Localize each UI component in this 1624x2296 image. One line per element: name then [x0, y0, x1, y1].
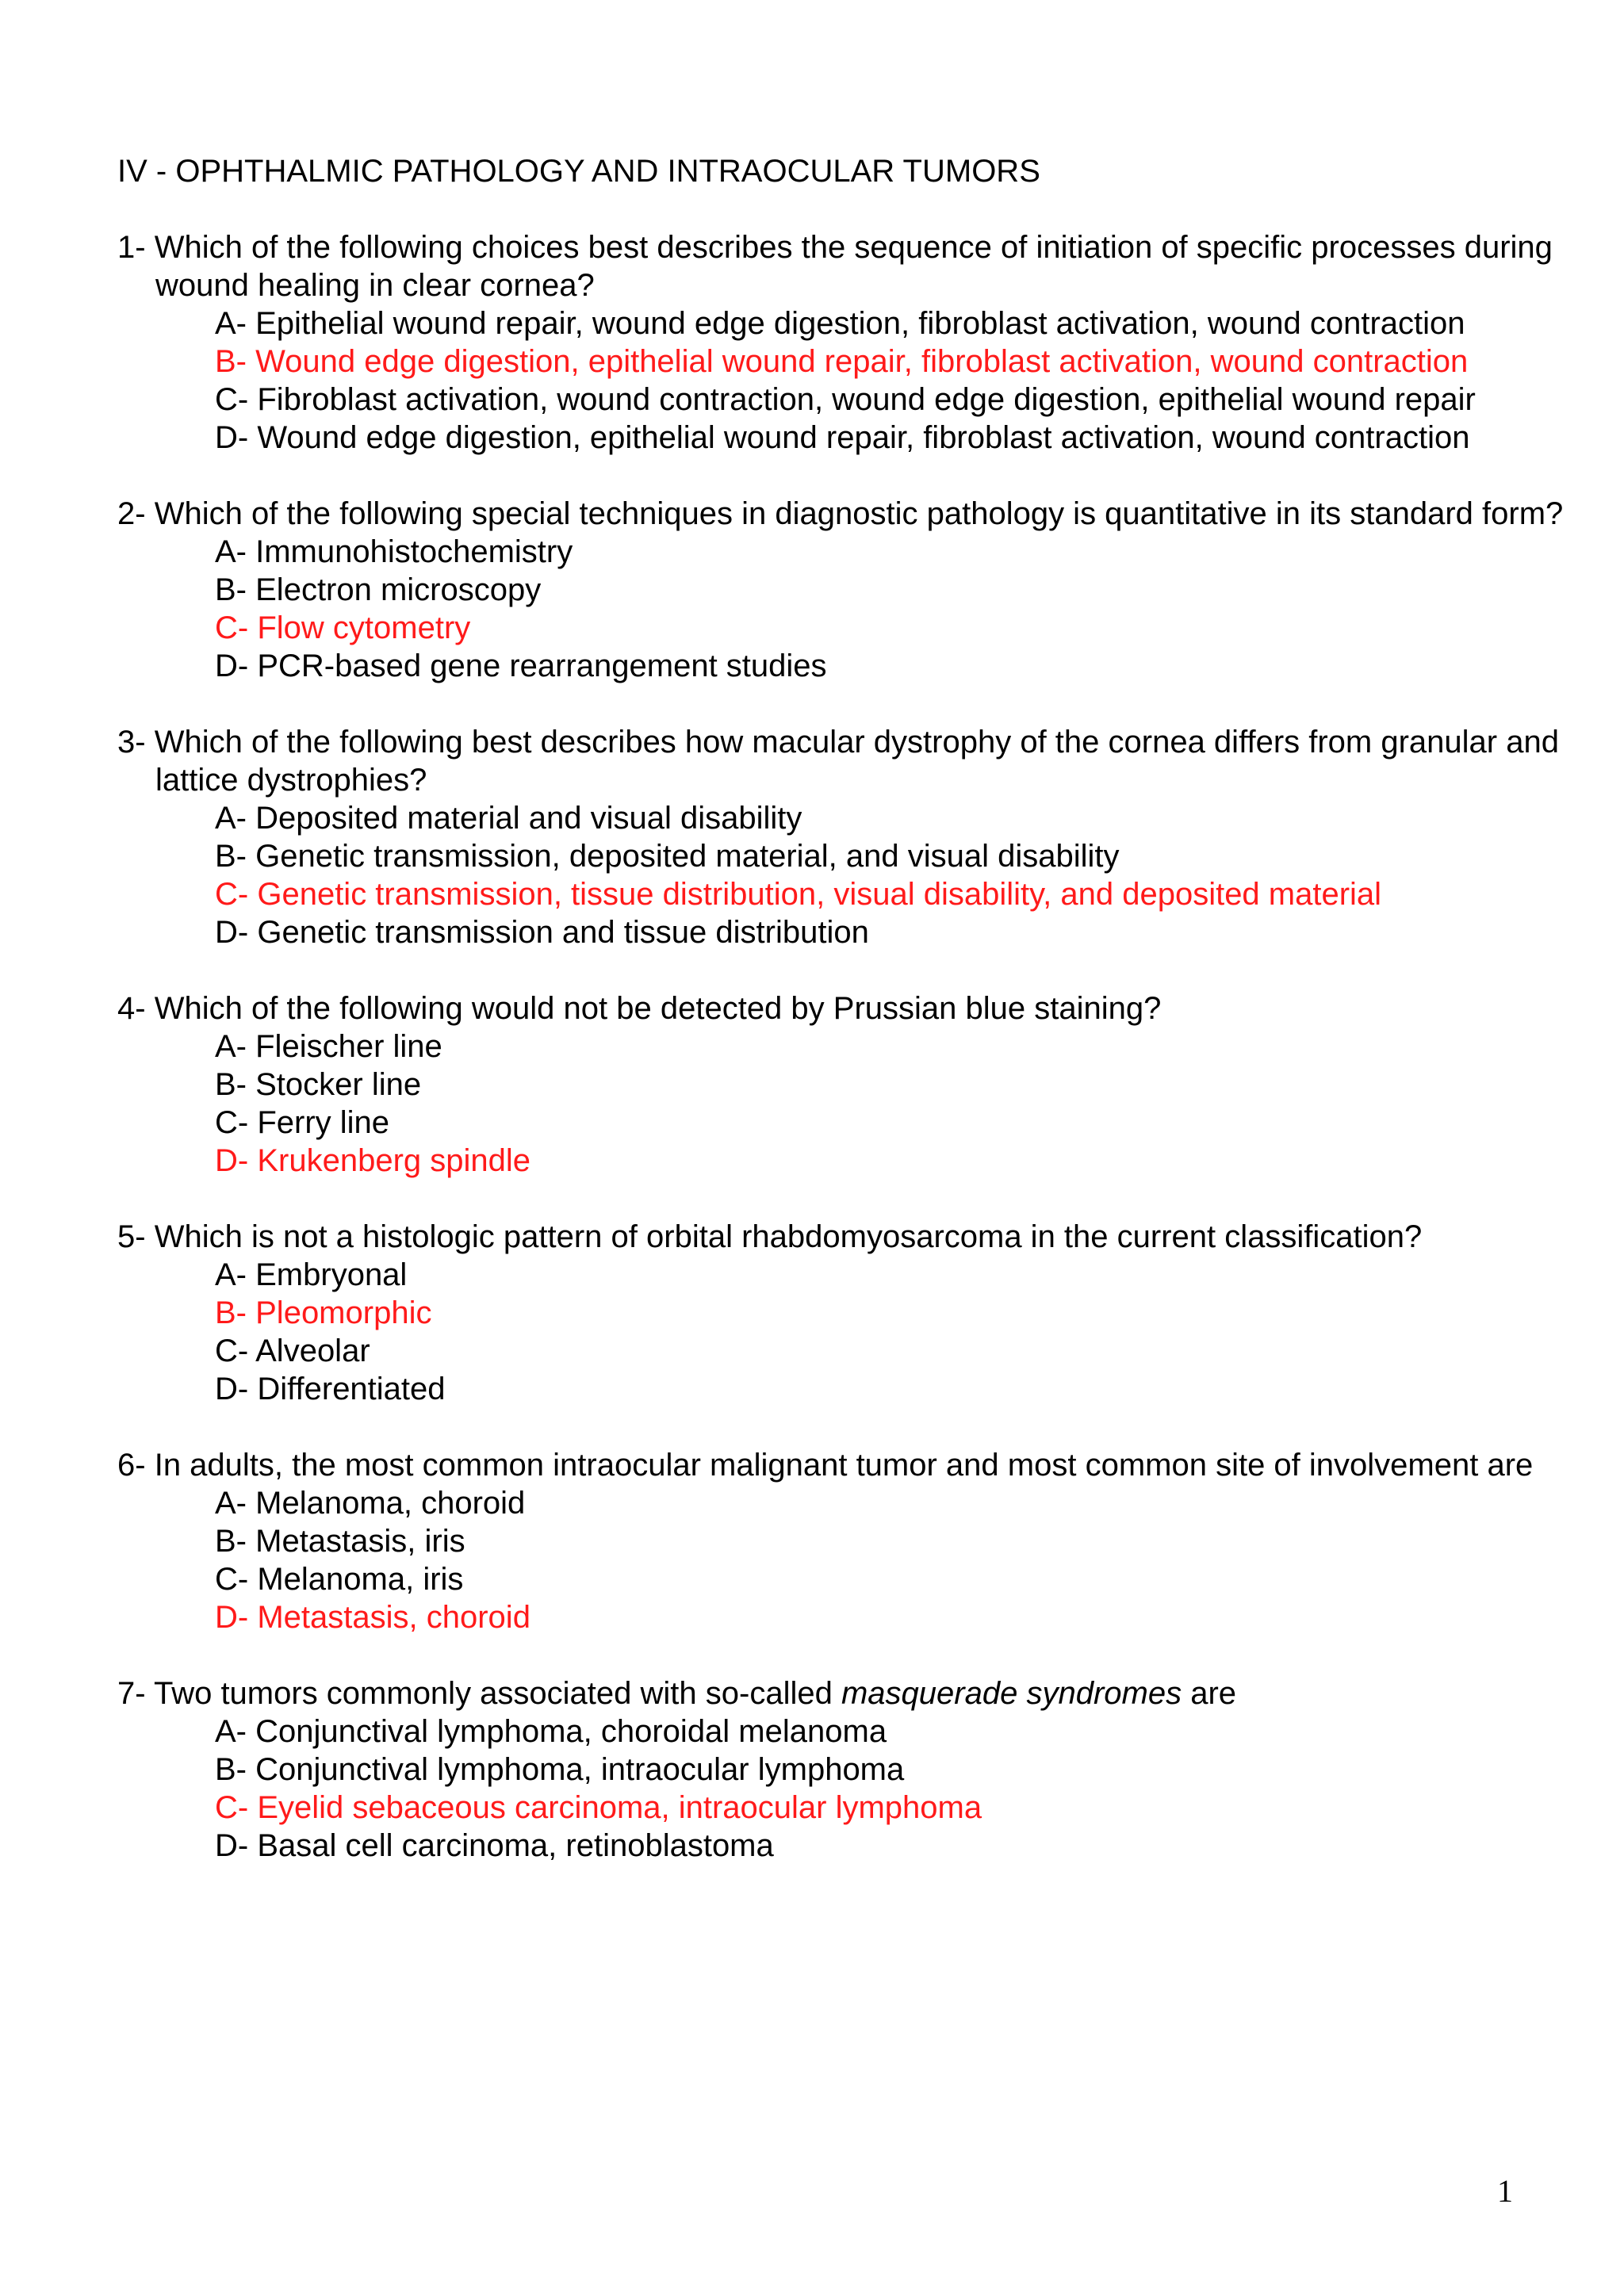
option-letter: B-	[215, 1067, 247, 1102]
option-c	[117, 1332, 1584, 1370]
option-text: Wound edge digestion, epithelial wound repair, fibroblast activation, wound contraction	[257, 420, 1470, 455]
option-text: Conjunctival lymphoma, intraocular lymphoma	[255, 1752, 905, 1787]
option-d	[117, 913, 1584, 951]
option-c-correct	[117, 875, 1584, 913]
option-text: Deposited material and visual disability	[255, 801, 802, 836]
option-b	[117, 1522, 1584, 1560]
question-stem	[117, 1674, 1584, 1712]
answer-options	[117, 1027, 1584, 1180]
answer-options	[117, 1712, 1584, 1865]
option-text: Immunohistochemistry	[255, 534, 573, 569]
question-6	[117, 1446, 1584, 1636]
option-a	[117, 1484, 1584, 1522]
option-letter: D-	[215, 649, 249, 683]
question-text: Which of the following best describes how macular dystrophy of the cornea differs from granular and lattice dystrophies?	[154, 725, 1559, 798]
option-letter: B-	[215, 1524, 247, 1559]
option-letter: A-	[215, 306, 247, 341]
question-number: 5-	[117, 1219, 146, 1254]
option-letter: D-	[215, 915, 249, 950]
question-stem	[117, 228, 1584, 304]
option-text: Wound edge digestion, epithelial wound repair, fibroblast activation, wound contraction	[255, 344, 1469, 379]
option-text: Fibroblast activation, wound contraction, wound edge digestion, epithelial wound repair	[257, 382, 1476, 417]
question-4	[117, 989, 1584, 1180]
answer-options	[117, 799, 1584, 951]
option-c	[117, 1104, 1584, 1142]
question-text: Which is not a histologic pattern of orbital rhabdomyosarcoma in the current classification?	[154, 1219, 1423, 1254]
option-letter: D-	[215, 1143, 249, 1178]
question-number: 6-	[117, 1448, 146, 1483]
answer-options	[117, 304, 1584, 457]
question-text-before: Two tumors commonly associated with so-called	[153, 1676, 841, 1711]
option-letter: B-	[215, 1752, 247, 1787]
option-text: Flow cytometry	[257, 610, 471, 645]
answer-options	[117, 1484, 1584, 1636]
option-b	[117, 837, 1584, 875]
option-text: Pleomorphic	[255, 1295, 432, 1330]
question-stem	[117, 989, 1584, 1027]
question-7	[117, 1674, 1584, 1865]
question-text: Which of the following special techniques in diagnostic pathology is quantitative in its standard form?	[154, 496, 1564, 531]
option-text: Metastasis, iris	[255, 1524, 465, 1559]
question-text: Which of the following choices best describes the sequence of initiation of specific processes during wound healing in clear cornea?	[154, 230, 1553, 303]
option-text: Fleischer line	[255, 1029, 442, 1064]
option-text: Conjunctival lymphoma, choroidal melanoma	[255, 1714, 887, 1749]
option-a	[117, 1256, 1584, 1294]
section-title: IV - OPHTHALMIC PATHOLOGY AND INTRAOCULAR TUMORS	[117, 154, 1040, 189]
question-5	[117, 1218, 1584, 1408]
option-letter: D-	[215, 420, 249, 455]
option-letter: A-	[215, 1257, 247, 1292]
option-b-correct	[117, 342, 1584, 381]
question-3	[117, 723, 1584, 951]
option-c-correct	[117, 1789, 1584, 1827]
question-stem	[117, 723, 1584, 799]
option-text: Genetic transmission and tissue distribution	[257, 915, 869, 950]
option-c	[117, 381, 1584, 419]
answer-options	[117, 1256, 1584, 1408]
option-a	[117, 799, 1584, 837]
option-text: Alveolar	[255, 1334, 370, 1368]
option-d-correct	[117, 1142, 1584, 1180]
option-c-correct	[117, 609, 1584, 647]
option-letter: D-	[215, 1600, 249, 1635]
question-text: In adults, the most common intraocular malignant tumor and most common site of involvement are	[154, 1448, 1534, 1483]
option-text: Melanoma, iris	[257, 1562, 464, 1597]
option-c	[117, 1560, 1584, 1598]
option-text: Electron microscopy	[255, 572, 542, 607]
question-number: 7-	[117, 1676, 146, 1711]
answer-options	[117, 533, 1584, 685]
option-text: Metastasis, choroid	[257, 1600, 530, 1635]
question-stem	[117, 1218, 1584, 1256]
option-b-correct	[117, 1294, 1584, 1332]
question-stem	[117, 1446, 1584, 1484]
option-letter: D-	[215, 1828, 249, 1863]
question-number: 3-	[117, 725, 146, 760]
question-text-after: are	[1182, 1676, 1237, 1711]
question-text: Which of the following would not be detected by Prussian blue staining?	[154, 991, 1162, 1026]
option-letter: C-	[215, 877, 249, 912]
option-letter: A-	[215, 1029, 247, 1064]
option-letter: C-	[215, 382, 249, 417]
option-letter: A-	[215, 1714, 247, 1749]
document-page	[117, 152, 1584, 1903]
option-d	[117, 419, 1584, 457]
option-letter: B-	[215, 1295, 247, 1330]
option-letter: B-	[215, 572, 247, 607]
option-text: Basal cell carcinoma, retinoblastoma	[257, 1828, 774, 1863]
question-number: 4-	[117, 991, 146, 1026]
option-text: Ferry line	[257, 1105, 390, 1140]
option-letter: B-	[215, 839, 247, 874]
option-text: Melanoma, choroid	[255, 1486, 526, 1521]
option-b	[117, 1066, 1584, 1104]
option-letter: C-	[215, 610, 249, 645]
option-a	[117, 1027, 1584, 1066]
option-letter: C-	[215, 1334, 249, 1368]
option-letter: B-	[215, 344, 247, 379]
option-d	[117, 1370, 1584, 1408]
option-letter: C-	[215, 1790, 249, 1825]
option-letter: A-	[215, 1486, 247, 1521]
option-letter: A-	[215, 801, 247, 836]
question-number: 1-	[117, 230, 146, 265]
question-text-italic: masquerade syndromes	[841, 1676, 1182, 1711]
option-d	[117, 1827, 1584, 1865]
option-a	[117, 304, 1584, 342]
question-number: 2-	[117, 496, 146, 531]
option-text: Eyelid sebaceous carcinoma, intraocular lymphoma	[257, 1790, 982, 1825]
option-text: Differentiated	[257, 1372, 446, 1406]
option-letter: C-	[215, 1562, 249, 1597]
option-b	[117, 571, 1584, 609]
question-2	[117, 495, 1584, 685]
option-text: PCR-based gene rearrangement studies	[257, 649, 827, 683]
option-d-correct	[117, 1598, 1584, 1636]
page-number: 1	[1497, 2173, 1513, 2209]
option-letter: D-	[215, 1372, 249, 1406]
option-text: Stocker line	[255, 1067, 422, 1102]
option-b	[117, 1751, 1584, 1789]
question-stem	[117, 495, 1584, 533]
option-text: Epithelial wound repair, wound edge digestion, fibroblast activation, wound contraction	[255, 306, 1465, 341]
option-text: Krukenberg spindle	[257, 1143, 531, 1178]
option-text: Genetic transmission, tissue distribution, visual disability, and deposited material	[257, 877, 1382, 912]
question-1	[117, 228, 1584, 457]
option-text: Embryonal	[255, 1257, 408, 1292]
option-a	[117, 533, 1584, 571]
option-letter: A-	[215, 534, 247, 569]
option-d	[117, 647, 1584, 685]
option-text: Genetic transmission, deposited material, and visual disability	[255, 839, 1120, 874]
option-letter: C-	[215, 1105, 249, 1140]
option-a	[117, 1712, 1584, 1751]
